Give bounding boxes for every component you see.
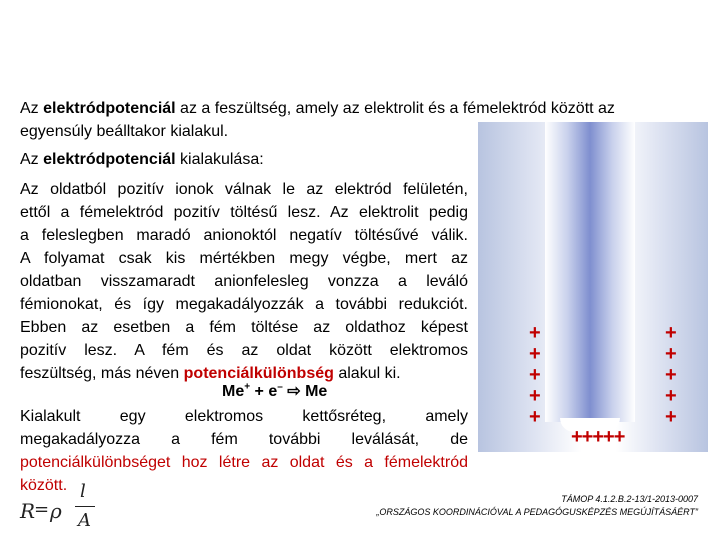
plus-charge-icon: +: [529, 385, 541, 407]
intro-line2: egyensúly beálltakor kialakul.: [20, 123, 229, 140]
plus-charge-icon: +: [665, 322, 677, 344]
intro-prefix: Az: [20, 100, 44, 117]
subtitle-prefix: Az: [20, 151, 44, 168]
fraction-bar: [75, 506, 95, 507]
paragraph-line: A folyamat csak kis mértékben megy végbe, mert az: [20, 250, 468, 267]
equation-electron: + e: [250, 383, 278, 400]
right-charge-column: [665, 323, 677, 428]
paragraph-line: Kialakult egy elektromos kettősréteg, amely: [20, 408, 468, 425]
paragraph-line: ettől a fémelektród pozitív töltésű lesz. Az elektrolit pedig: [20, 204, 468, 221]
footer-project-title: „ORSZÁGOS KOORDINÁCIÓVAL A PEDAGÓGUSKÉPZÉS MEGÚJÍTÁSÁÉRT”: [376, 507, 698, 517]
highlight-term: potenciálkülönbség: [183, 365, 334, 382]
paragraph-line: a feleslegben maradó anionoktól negatív töltésűvé válik.: [20, 227, 468, 244]
plus-charge-icon: +: [665, 343, 677, 365]
intro-rest: az a feszültség, amely az elektrolit és a fémelektród között az: [175, 100, 615, 117]
explanation-paragraph: [20, 178, 468, 385]
paragraph-line-red: között.: [20, 477, 68, 494]
footer-project-code: TÁMOP 4.1.2.B.2-13/1-2013-0007: [561, 494, 698, 504]
equation-charge-minus: –: [277, 381, 283, 393]
plus-charge-icon: +: [665, 406, 677, 428]
intro-term: elektródpotenciál: [43, 100, 176, 117]
paragraph-line: megakadályozza a fém további leválását, de: [20, 431, 468, 448]
section-subtitle: [20, 148, 264, 171]
paragraph-line-red: potenciálkülönbséget hoz létre az oldat és a fémelektród: [20, 454, 468, 471]
last-line-suffix: alakul ki.: [333, 365, 401, 382]
plus-charge-icon: +: [665, 364, 677, 386]
last-line-prefix: feszültség, más néven: [20, 365, 184, 382]
equation-metal: Me: [222, 383, 245, 400]
subtitle-term: elektródpotenciál: [43, 151, 176, 168]
formula-rho: ρ: [50, 499, 62, 523]
formula-resistance: R: [20, 499, 36, 523]
equation-product: Me: [305, 383, 328, 400]
plus-charge-icon: +: [529, 322, 541, 344]
left-charge-column: [529, 323, 541, 428]
double-layer-paragraph: [20, 405, 468, 497]
electrode-rod: [545, 122, 635, 422]
intro-definition: [20, 97, 710, 143]
paragraph-line: fémionokat, és így megakadályozzák a további redukciót.: [20, 296, 468, 313]
plus-charge-icon: +: [529, 343, 541, 365]
paragraph-line: oldatban visszamaradt anionfelesleg vonzza a leváló: [20, 273, 468, 290]
formula-area: A: [78, 510, 91, 531]
reduction-equation: [222, 381, 327, 401]
formula-equals: =: [34, 499, 50, 520]
plus-charge-icon: +: [665, 385, 677, 407]
paragraph-line: Az oldatból pozitív ionok válnak le az elektród felületén,: [20, 181, 468, 198]
bottom-charges: +++++: [571, 426, 625, 448]
arrow-icon: ⇨: [282, 383, 306, 400]
formula-length: l: [80, 481, 86, 502]
paragraph-line: Ebben az esetben a fém töltése az oldathoz képest: [20, 319, 468, 336]
subtitle-rest: kialakulása:: [175, 151, 264, 168]
plus-charge-icon: +: [529, 364, 541, 386]
paragraph-line: pozitív lesz. A fém és az oldat között elektromos: [20, 342, 468, 359]
equation-charge-plus: +: [244, 381, 251, 393]
plus-charge-icon: +: [529, 406, 541, 428]
